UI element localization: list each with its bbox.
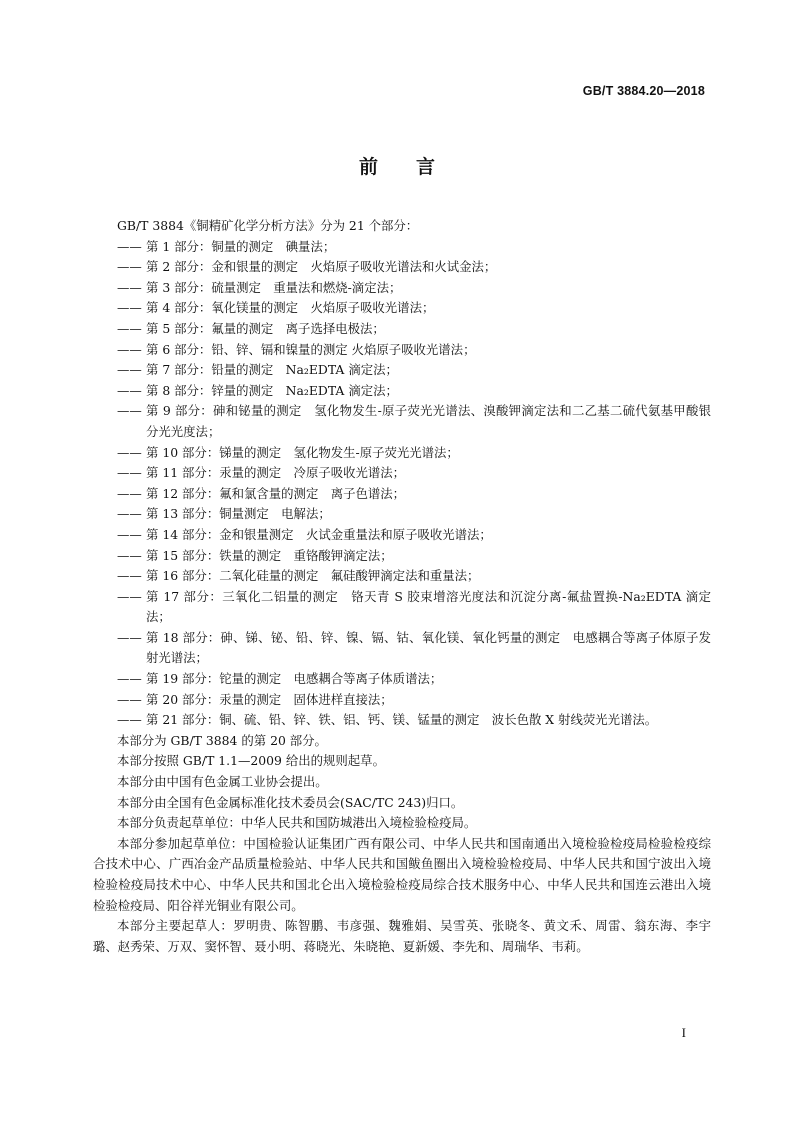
- dash-mark: ——: [117, 506, 142, 522]
- page-number: I: [681, 1025, 686, 1040]
- standard-code: GB/T 3884.20—2018: [582, 84, 705, 98]
- list-item: [93, 546, 711, 567]
- page-title: [0, 152, 794, 179]
- part-text: 第 3 部分：硫量测定 重量法和燃烧-滴定法；: [146, 279, 402, 295]
- part-text: 第 14 部分：金和银量测定 火试金重量法和原子吸收光谱法；: [146, 526, 492, 542]
- part-text: 第 15 部分：铁量的测定 重铬酸钾滴定法；: [146, 547, 393, 563]
- dash-mark: ——: [117, 485, 142, 501]
- paragraph-main-drafters: 本部分主要起草人：罗明贵、陈智鹏、韦彦强、魏雅娟、吴雪英、张晓冬、黄文禾、周雷、翁东海、李宇璐、赵秀荣、万双、窦怀智、聂小明、蒋晓光、朱晓艳、夏新媛、李先和、周瑞华、韦莉。: [93, 918, 711, 954]
- dash-mark: ——: [117, 671, 142, 687]
- title-char-2: 言: [416, 156, 436, 178]
- part-text: 第 13 部分：铜量测定 电解法；: [146, 506, 331, 522]
- part-text: 第 10 部分：锑量的测定 氢化物发生-原子荧光光谱法；: [146, 444, 459, 460]
- dash-mark: ——: [117, 238, 142, 254]
- dash-mark: ——: [117, 629, 142, 645]
- dash-mark: ——: [117, 712, 142, 728]
- list-item: [93, 401, 711, 442]
- part-text: 第 12 部分：氟和氯含量的测定 离子色谱法；: [146, 485, 406, 501]
- dash-mark: ——: [117, 403, 142, 419]
- part-text: 第 11 部分：汞量的测定 冷原子吸收光谱法；: [146, 465, 406, 481]
- part-text: 第 17 部分：三氧化二铝量的测定 铬天青 S 胶束增溶光度法和沉淀分离-氟盐置换-Na₂EDTA 滴定法；: [146, 588, 711, 625]
- dash-mark: ——: [117, 259, 142, 275]
- part-text: 第 4 部分：氧化镁量的测定 火焰原子吸收光谱法；: [146, 300, 435, 316]
- list-item: [93, 278, 711, 299]
- list-item: [93, 340, 711, 361]
- dash-mark: ——: [117, 526, 142, 542]
- list-item: [93, 463, 711, 484]
- list-item: [93, 587, 711, 628]
- list-item: [93, 298, 711, 319]
- list-item: [93, 525, 711, 546]
- dash-mark: ——: [117, 444, 142, 460]
- title-char-1: 前: [358, 156, 378, 178]
- part-text: 第 9 部分：砷和铋量的测定 氢化物发生-原子荧光光谱法、溴酸钾滴定法和二乙基二硫代氨基甲酸银分光光度法；: [146, 403, 711, 439]
- list-item: [93, 669, 711, 690]
- paragraph-centralized-by: 本部分由全国有色金属标准化技术委员会(SAC/TC 243)归口。: [117, 794, 464, 810]
- part-text: 第 2 部分：金和银量的测定 火焰原子吸收光谱法和火试金法；: [146, 259, 497, 275]
- part-text: 第 6 部分：铅、锌、镉和镍量的测定 火焰原子吸收光谱法；: [146, 341, 476, 357]
- list-item: [93, 443, 711, 464]
- dash-mark: ——: [117, 547, 142, 563]
- list-item: [93, 237, 711, 258]
- dash-mark: ——: [117, 691, 142, 707]
- dash-mark: ——: [117, 341, 142, 357]
- list-item: [93, 360, 711, 381]
- dash-mark: ——: [117, 568, 142, 584]
- list-item: [93, 484, 711, 505]
- list-item: [93, 381, 711, 402]
- dash-mark: ——: [117, 320, 142, 336]
- list-item: [93, 628, 711, 669]
- intro-line: GB/T 3884《铜精矿化学分析方法》分为 21 个部分：: [117, 218, 419, 233]
- parts-list: [93, 237, 711, 731]
- part-text: 第 21 部分：铜、硫、铅、锌、铁、铝、钙、镁、锰量的测定 波长色散 X 射线荧光光谱法。: [146, 712, 658, 728]
- dash-mark: ——: [117, 300, 142, 316]
- foreword-body: [93, 216, 711, 957]
- part-text: 第 18 部分：砷、锑、铋、铅、锌、镍、镉、钴、氧化镁、氧化钙量的测定 电感耦合等离子体原子发射光谱法；: [146, 629, 711, 666]
- list-item: [93, 504, 711, 525]
- dash-mark: ——: [117, 465, 142, 481]
- list-item: [93, 319, 711, 340]
- paragraph-responsible-unit: 本部分负责起草单位：中华人民共和国防城港出入境检验检疫局。: [117, 815, 477, 831]
- dash-mark: ——: [117, 588, 142, 604]
- paragraph-participating-units: 本部分参加起草单位：中国检验认证集团广西有限公司、中华人民共和国南通出入境检验检疫局检验检疫综合技术中心、广西冶金产品质量检验站、中华人民共和国鲅鱼圈出入境检验检疫局、中华人民共和国宁波出入境检验检疫局技术中心、中华人民共和国北仑出入境检验检疫局综合技术服务中心、中华人民共和国连云港出入境检验检疫局、阳谷祥光铜业有限公司。: [93, 835, 711, 913]
- list-item: [93, 257, 711, 278]
- list-item: [93, 690, 711, 711]
- part-text: 第 20 部分：汞量的测定 固体进样直接法；: [146, 691, 393, 707]
- dash-mark: ——: [117, 382, 142, 398]
- list-item: [93, 566, 711, 587]
- paragraph-drafting-rules: 本部分按照 GB/T 1.1—2009 给出的规则起草。: [117, 753, 385, 769]
- dash-mark: ——: [117, 279, 142, 295]
- dash-mark: ——: [117, 362, 142, 378]
- paragraph-proposed-by: 本部分由中国有色金属工业协会提出。: [117, 774, 328, 790]
- part-text: 第 5 部分：氟量的测定 离子选择电极法；: [146, 320, 385, 336]
- part-text: 第 8 部分：锌量的测定 Na₂EDTA 滴定法；: [146, 382, 398, 398]
- list-item: [93, 710, 711, 731]
- part-text: 第 19 部分：铊量的测定 电感耦合等离子体质谱法；: [146, 671, 443, 687]
- paragraph-part-number: 本部分为 GB/T 3884 的第 20 部分。: [117, 732, 327, 748]
- part-text: 第 1 部分：铜量的测定 碘量法；: [146, 238, 336, 254]
- part-text: 第 7 部分：铅量的测定 Na₂EDTA 滴定法；: [146, 362, 398, 378]
- part-text: 第 16 部分：二氧化硅量的测定 氟硅酸钾滴定法和重量法；: [146, 568, 480, 584]
